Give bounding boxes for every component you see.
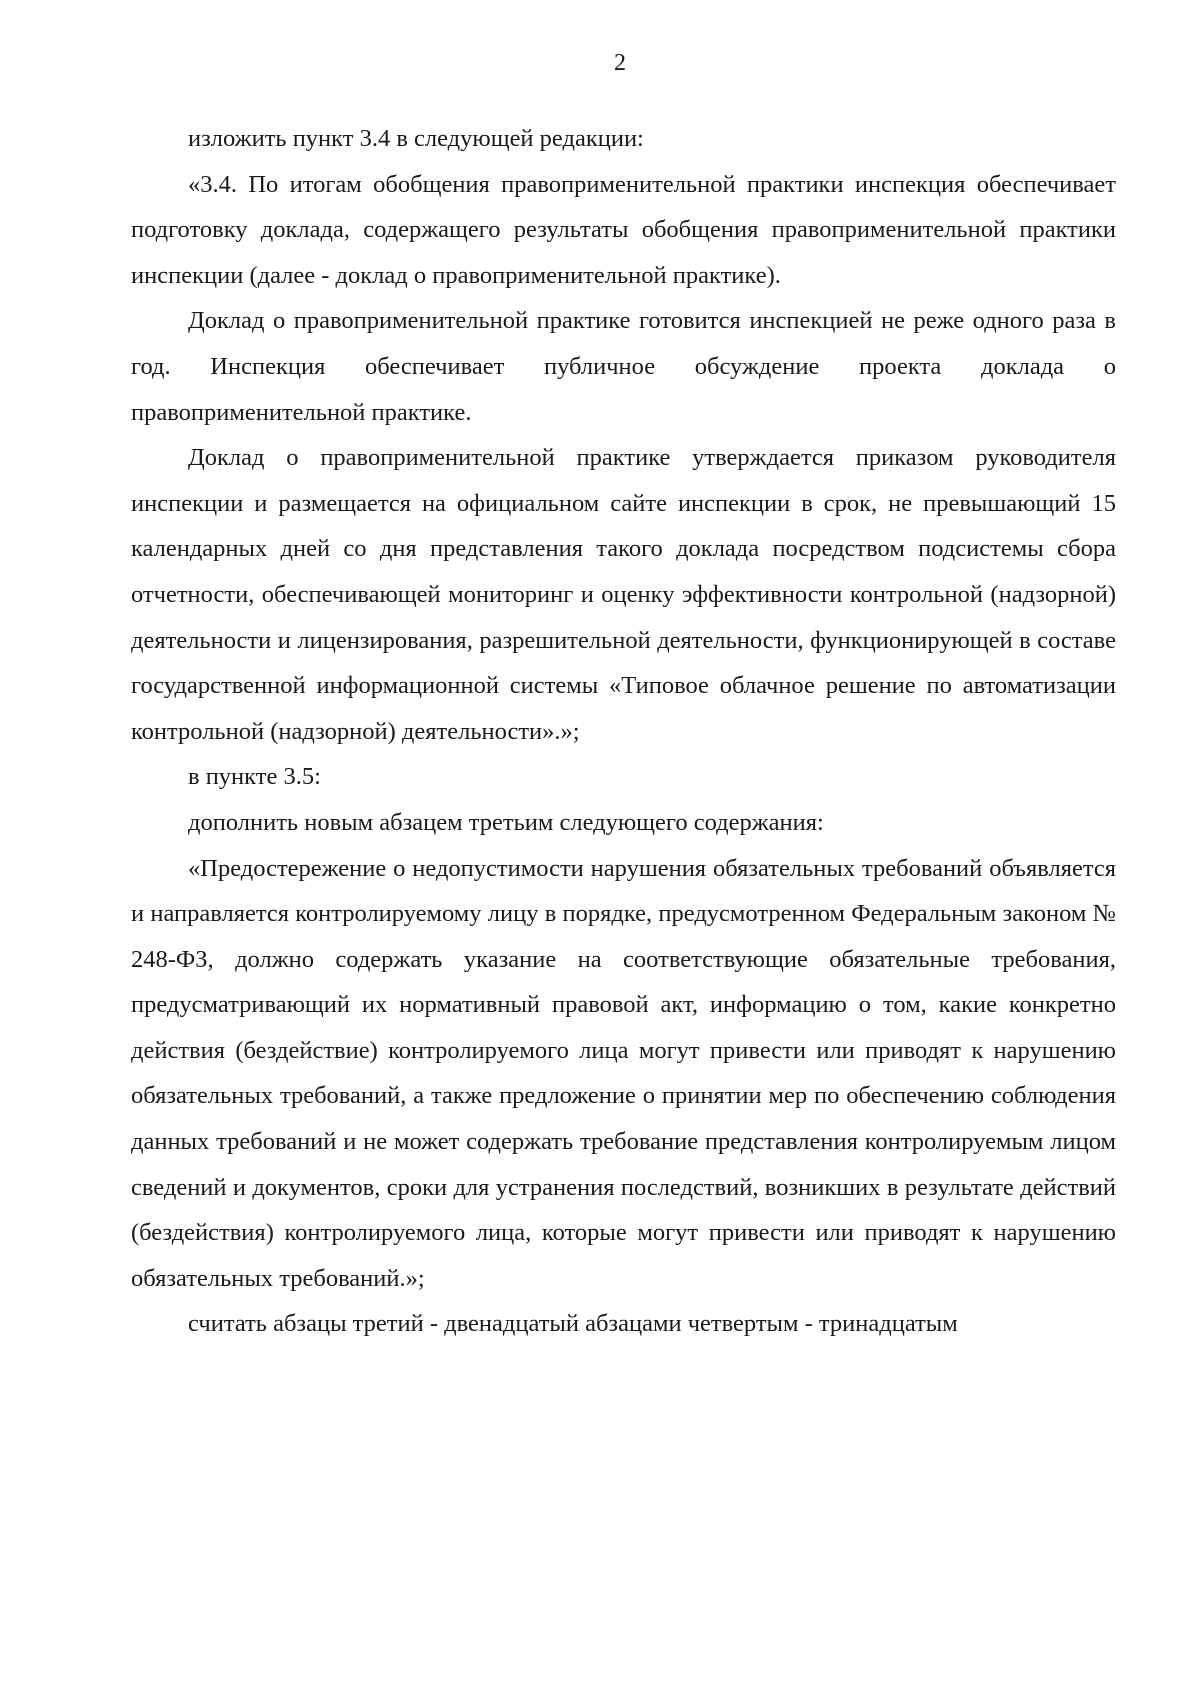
paragraph-clause-3-5: в пункте 3.5: — [188, 763, 321, 791]
paragraph-report-approval: Доклад о правоприменительной практике утверждается приказом руководителя инспекции и размещается на официальном сайте инспекции в срок, не превышающий 15 календарных дней со дня представления такого доклада посредством подсистемы сбора отчетности, обеспечивающей мониторинг и оценку эффективности контрольной (надзорной) деятельности и лицензирования, разрешительной деятельности, функционирующей в составе государственной информационной системы «Типовое облачное решение по автоматизации контрольной (надзорной) деятельности».»; — [131, 444, 1116, 745]
page-number: 2 — [614, 50, 626, 76]
paragraph-renumbering: считать абзацы третий - двенадцатый абзацами четвертым - тринадцатым — [188, 1310, 958, 1338]
paragraph-clause-3-4: «3.4. По итогам обобщения правоприменительной практики инспекция обеспечивает подготовку доклада, содержащего результаты обобщения правоприменительной практики инспекции (далее - доклад о правоприменительной практике). — [131, 170, 1116, 289]
paragraph-add-new-paragraph: дополнить новым абзацем третьим следующего содержания: — [188, 808, 824, 836]
paragraph-report-frequency: Доклад о правоприменительной практике готовится инспекцией не реже одного раза в год. Инспекция обеспечивает публичное обсуждение проекта доклада о правоприменительной практике. — [131, 307, 1116, 426]
document-body — [131, 116, 1116, 1347]
paragraph-instruction-3-4: изложить пункт 3.4 в следующей редакции: — [188, 125, 644, 152]
paragraph-warning-text: «Предостережение о недопустимости нарушения обязательных требований объявляется и направляется контролируемому лицу в порядке, предусмотренном Федеральным законом № 248-ФЗ, должно содержать указание на соответствующие обязательные требования, предусматривающий их нормативный правовой акт, информацию о том, какие конкретно действия (бездействие) контролируемого лица могут привести или приводят к нарушению обязательных требований, а также предложение о принятии мер по обеспечению соблюдения данных требований и не может содержать требование представления контролируемым лицом сведений и документов, сроки для устранения последствий, возникших в результате действий (бездействия) контролируемого лица, которые могут привести или приводят к нарушению обязательных требований.»; — [131, 854, 1116, 1292]
